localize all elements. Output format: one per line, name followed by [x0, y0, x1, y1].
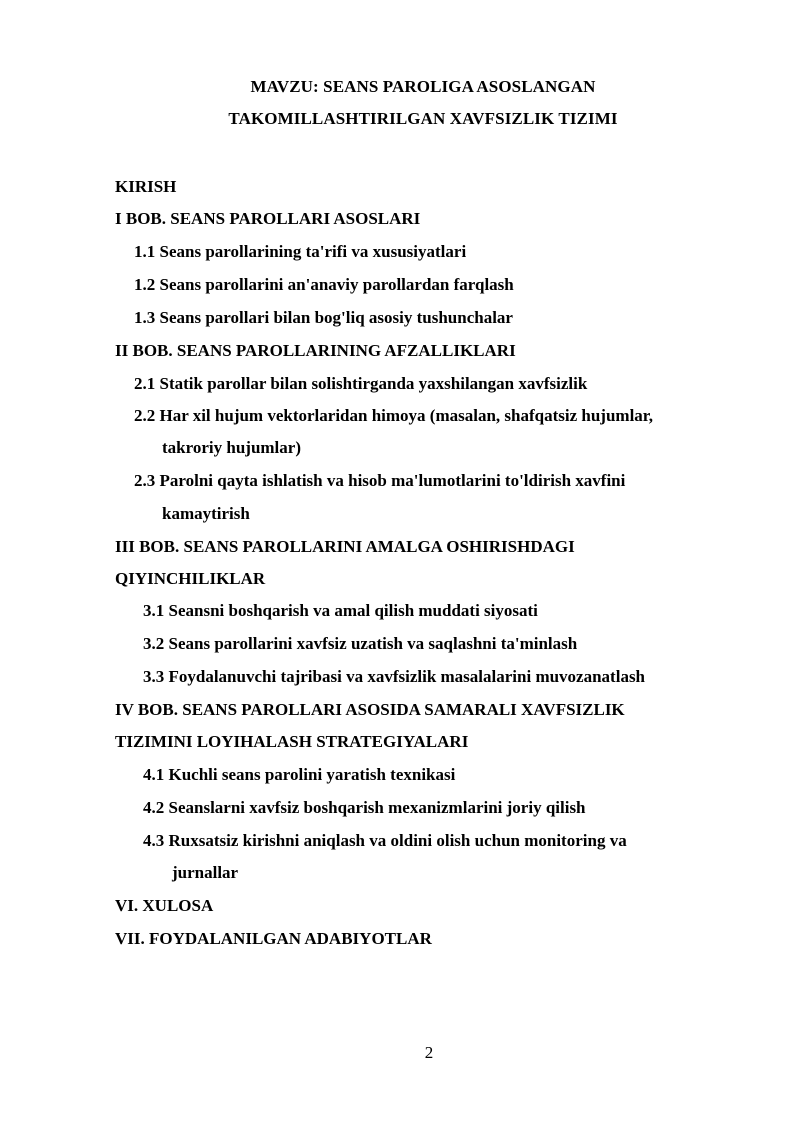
toc-chapter-3-heading-line-1: III BOB. SEANS PAROLLARINI AMALGA OSHIRISHDAGI: [115, 537, 575, 556]
toc-chapter-4-heading-line-2: TIZIMINI LOYIHALASH STRATEGIYALARI: [115, 732, 469, 751]
toc-section-4-2: 4.2 Seanslarni xavfsiz boshqarish mexanizmlarini joriy qilish: [143, 798, 586, 817]
toc-section-2-3-line-1: 2.3 Parolni qayta ishlatish va hisob ma'lumotlarini to'ldirish xavfini: [134, 471, 626, 490]
toc-chapter-4-heading-line-1: IV BOB. SEANS PAROLLARI ASOSIDA SAMARALI XAVFSIZLIK: [115, 700, 625, 719]
toc-chapter-1-heading: I BOB. SEANS PAROLLARI ASOSLARI: [115, 209, 421, 228]
document-title-line-2: TAKOMILLASHTIRILGAN XAVFSIZLIK TIZIMI: [228, 109, 618, 128]
toc-section-1-1: 1.1 Seans parollarining ta'rifi va xususiyatlari: [134, 242, 467, 261]
toc-section-4-3-line-1: 4.3 Ruxsatsiz kirishni aniqlash va oldini olish uchun monitoring va: [143, 831, 627, 850]
toc-entry-adabiyotlar: VII. FOYDALANILGAN ADABIYOTLAR: [115, 929, 432, 948]
toc-section-4-1: 4.1 Kuchli seans parolini yaratish texnikasi: [143, 765, 456, 784]
toc-section-3-2: 3.2 Seans parollarini xavfsiz uzatish va saqlashni ta'minlash: [143, 634, 578, 653]
toc-section-1-3: 1.3 Seans parollari bilan bog'liq asosiy tushunchalar: [134, 308, 513, 327]
toc-chapter-3-heading-line-2: QIYINCHILIKLAR: [115, 569, 266, 588]
toc-section-3-1: 3.1 Seansni boshqarish va amal qilish muddati siyosati: [143, 601, 538, 620]
toc-chapter-2-heading: II BOB. SEANS PAROLLARINING AFZALLIKLARI: [115, 341, 516, 360]
toc-section-2-2-line-1: 2.2 Har xil hujum vektorlaridan himoya (masalan, shafqatsiz hujumlar,: [134, 406, 654, 425]
toc-section-3-3: 3.3 Foydalanuvchi tajribasi va xavfsizlik masalalarini muvozanatlash: [143, 667, 646, 686]
toc-section-4-3-line-2: jurnallar: [172, 863, 239, 882]
toc-entry-kirish: KIRISH: [115, 177, 177, 196]
toc-entry-xulosa: VI. XULOSA: [115, 896, 214, 915]
document-title-line-1: MAVZU: SEANS PAROLIGA ASOSLANGAN: [250, 77, 596, 96]
toc-section-2-1: 2.1 Statik parollar bilan solishtirganda yaxshilangan xavfsizlik: [134, 374, 588, 393]
toc-section-1-2: 1.2 Seans parollarini an'anaviy parollardan farqlash: [134, 275, 514, 294]
toc-section-2-3-line-2: kamaytirish: [162, 504, 250, 523]
toc-section-2-2-line-2: takroriy hujumlar): [162, 438, 301, 457]
page-number: 2: [424, 1043, 434, 1062]
